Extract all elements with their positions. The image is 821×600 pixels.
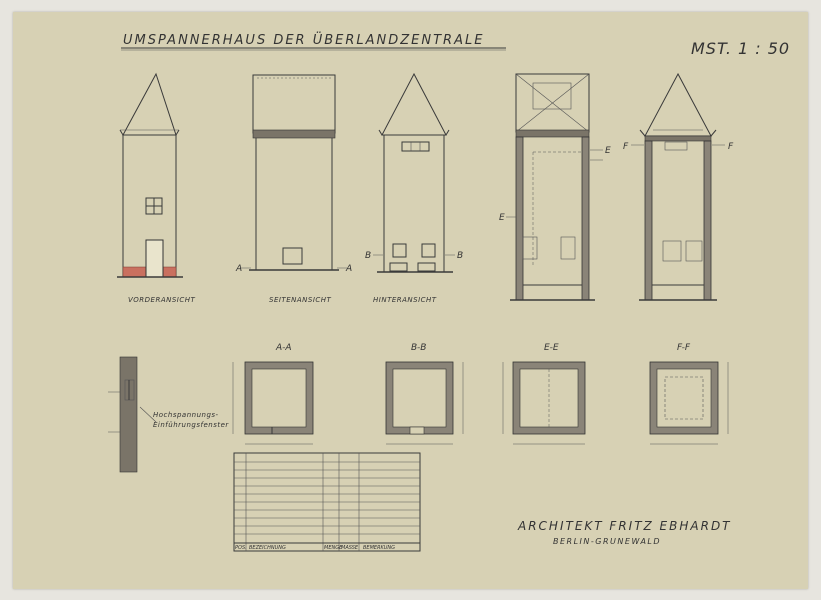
table-header-masse: MASSE	[341, 545, 359, 551]
longitudinal-section	[506, 74, 603, 300]
detail-caption-2: Einführungsfenster	[153, 421, 229, 429]
side-elevation	[241, 75, 347, 270]
architect-name: ARCHITEKT FRITZ EBHARDT	[518, 519, 732, 533]
plan-label-b-b: B-B	[411, 343, 427, 353]
plan-label-f-f: F-F	[677, 343, 691, 353]
schedule-table	[234, 453, 420, 551]
marker-e-left: E	[499, 213, 505, 223]
label-rear-elevation: HINTERANSICHT	[373, 296, 437, 304]
rear-elevation	[373, 74, 455, 272]
marker-a-left: A	[236, 264, 243, 274]
marker-a-right: A	[346, 264, 353, 274]
plan-a-a	[233, 362, 313, 444]
front-door	[146, 240, 163, 277]
marker-b-right: B	[457, 251, 464, 261]
architect-city: BERLIN-GRUNEWALD	[553, 537, 662, 546]
scale-note: MST. 1 : 50	[691, 39, 791, 58]
drawing-sheet	[13, 12, 808, 589]
table-header-menge: MENGE	[324, 545, 343, 551]
table-header-bezeichnung: BEZEICHNUNG	[249, 545, 286, 551]
plan-label-e-e: E-E	[544, 343, 559, 353]
cross-section	[631, 74, 725, 300]
table-header-pos: POS.	[235, 545, 247, 551]
architectural-drawing	[13, 12, 808, 589]
front-elevation	[117, 74, 183, 277]
plan-label-a-a: A-A	[276, 343, 292, 353]
detail-caption-1: Hochspannungs-	[153, 411, 219, 419]
plan-b-b	[386, 362, 463, 444]
label-front-elevation: VORDERANSICHT	[128, 296, 196, 304]
sheet-title: UMSPANNERHAUS DER ÜBERLANDZENTRALE	[123, 33, 485, 48]
table-header-bemerkung: BEMERKUNG	[363, 545, 396, 551]
label-side-elevation: SEITENANSICHT	[269, 296, 332, 304]
detail-lead-in-window	[108, 357, 156, 472]
marker-f-right: F	[728, 142, 734, 152]
rear-vent	[402, 142, 429, 151]
marker-f-left: F	[623, 142, 629, 152]
marker-e-right: E	[605, 146, 611, 156]
plan-e-e	[503, 362, 585, 444]
marker-b-left: B	[365, 251, 372, 261]
plan-f-f	[650, 362, 728, 444]
